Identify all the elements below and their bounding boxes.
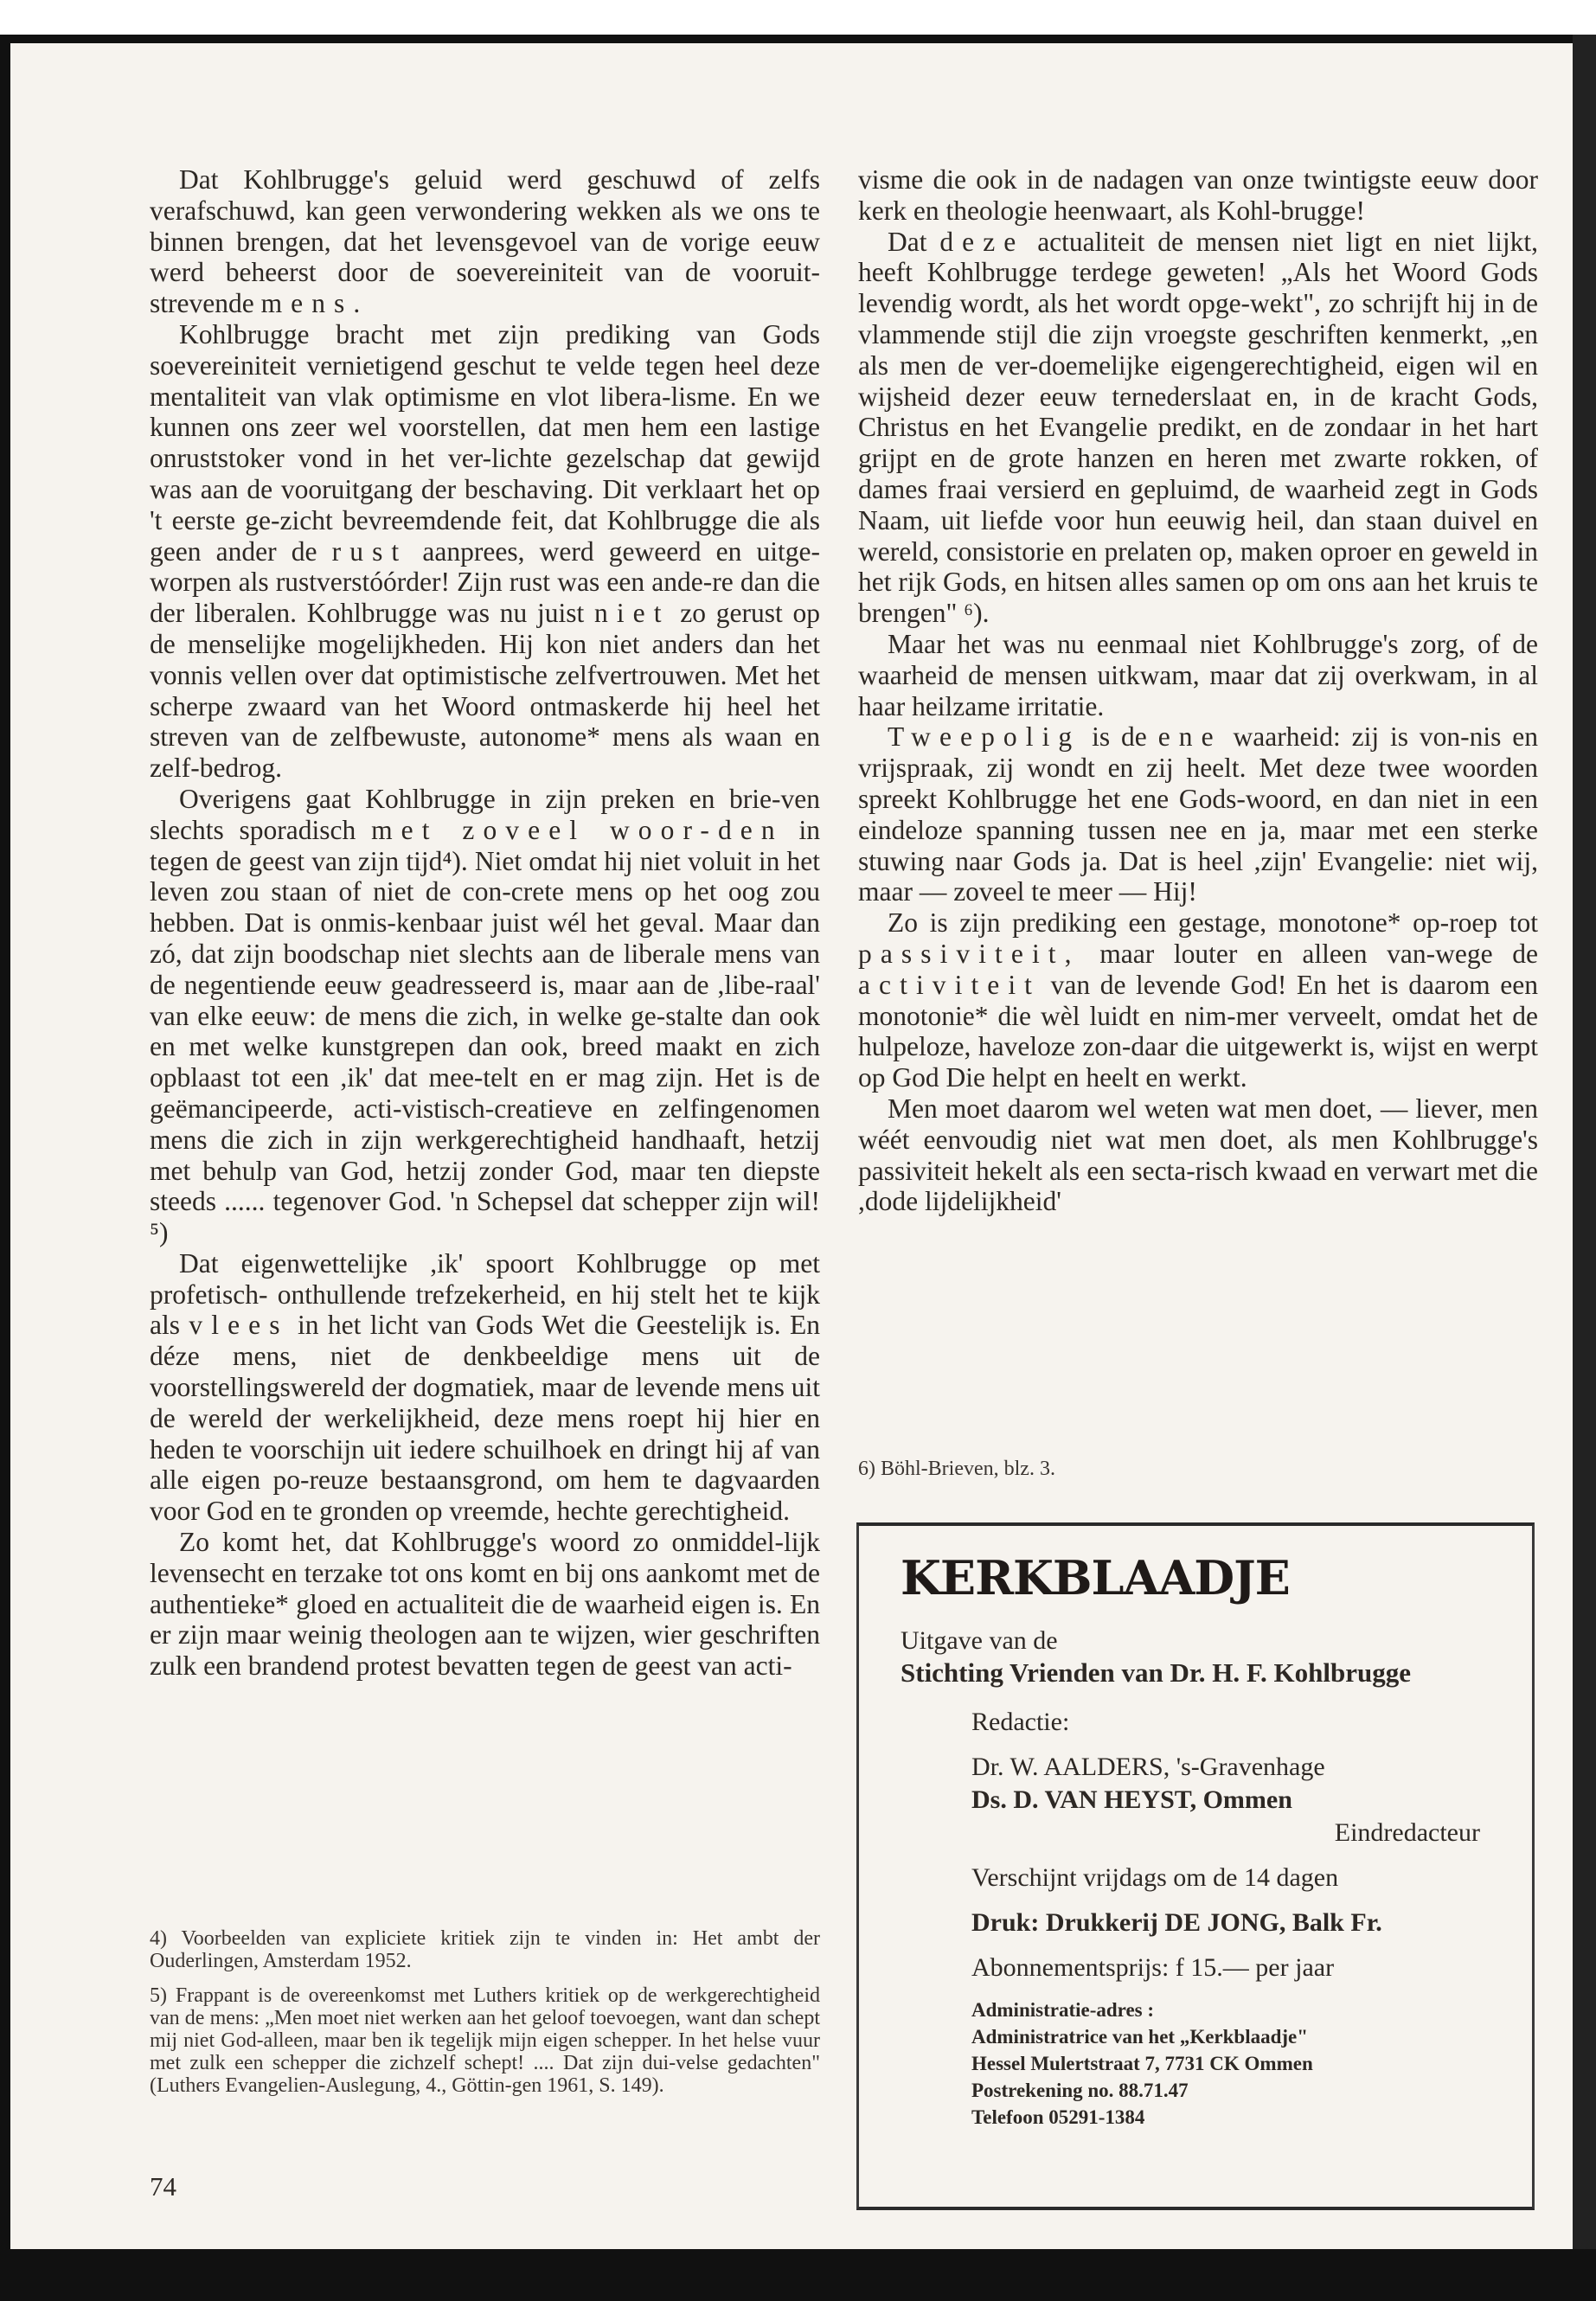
editorial-label: Redactie: (971, 1708, 1070, 1736)
paragraph: Dat Kohlbrugge's geluid werd geschuwd of zelfs verafschuwd, kan geen verwondering wekken als we ons te binnen brengen, dat het levensgevoel van de vorige eeuw werd beheerst door de soevereiniteit van de vooruit-strevende mens. (150, 164, 820, 319)
spaced-word: met zoveel woor-den (371, 814, 784, 845)
subscription-price: Abonnementsprijs: f 15.— per jaar (971, 1953, 1335, 1982)
paragraph: Dat deze actualiteit de mensen niet ligt en niet lijkt, heeft Kohlbrugge terdege geweten! „Als het Woord Gods levendig wordt, als het wordt opge-wekt", zo schrijft hij in de vlammende stijl die zijn vroegste geschriften kenmerkt, „en als men de ver-doemelijke eigengerechtigheid, eigen wil en wijsheid dezer eeuw ternederslaat en, in de kracht Gods, Christus en het Evangelie predikt, en de zondaar in het hart grijpt en de grote hanzen en heren met zwarte rokken, of dames fraai versierd en gepluimd, de waarheid zegt in Gods Naam, uit liefde voor hun eeuwig heil, dan staan duivel en wereld, consistorie en prelaten op, maken oproer en geweld in het rijk Gods, en hitsen alles samen op om ons aan het kruis te brengen" ⁶). (858, 226, 1539, 629)
scan-margin (0, 0, 1596, 35)
admin-label: Administratie-adres : (971, 1999, 1155, 2021)
paragraph: Kohlbrugge bracht met zijn prediking van Gods soevereiniteit vernietigend geschut te velde tegen heel deze mentaliteit van vlak optimisme en vlot libera-lisme. En we kunnen ons zeer wel voorstellen, dat men hem een lastige onruststoker vond in het ver-lichte gezelschap dat gewijd was aan de vooruitgang der beschaving. Dit verklaart het op 't eerste ge-zicht bevreemdende feit, dat Kohlbrugge die als geen ander de rust aanprees, werd geweerd en uitge-worpen als rustverstóórder! Zijn rust was een ande-re dan die der liberalen. Kohlbrugge was nu juist niet zo gerust op de menselijke mogelijkheden. Hij kon niet anders dan het vonnis vellen over dat optimistische zelfvertrouwen. Met het scherpe zwaard van het Woord ontmaskerde hij heel het streven van de zelfbewuste, autonome* mens als waan en zelf-bedrog. (150, 318, 821, 784)
spaced-word: vlees (189, 1310, 289, 1341)
spaced-word: rust (331, 535, 408, 567)
editor-2-role: Eindredacteur (1334, 1818, 1480, 1847)
scan-border-bottom (0, 2249, 1596, 2301)
paragraph: Tweepolig is de ene waarheid: zij is von-nis en vrijspraak, zij wondt en zij heelt. Met deze twee woorden spreekt Kohlbrugge het ene Gods-woord, en dan niet in een eindeloze spanning tussen nee en ja, maar met een sterke stuwing naar Gods ja. Dat is heel ,zijn' Evangelie: niet wij, maar — zoveel te meer — Hij! (858, 721, 1539, 907)
scan-border-top (7, 35, 1596, 43)
document-page (10, 43, 1573, 2249)
spaced-word: ene (1157, 721, 1222, 753)
phone: Telefoon 05291-1384 (971, 2106, 1145, 2128)
admin-name: Administratrice van het „Kerkblaadje" (971, 2026, 1309, 2048)
spaced-word: Tweepolig (888, 721, 1081, 753)
footnotes (150, 1927, 820, 2109)
paragraph: Maar het was nu eenmaal niet Kohlbrugge's zorg, of de waarheid de mensen uitkwam, maar dat zij overkwam, in al haar heilzame irritatie. (858, 628, 1538, 721)
right-column (858, 164, 1538, 1217)
paragraph: Overigens gaat Kohlbrugge in zijn preken en brie-ven slechts sporadisch met zoveel woor-den in tegen de geest van zijn tijd⁴). Niet omdat hij niet voluit in het leven zou staan of niet de con-crete mens op het oog zou hebben. Dat is onmis-kenbaar juist wél het geval. Maar dan zó, dat zijn boodschap niet slechts aan de liberale mens van de negentiende eeuw geadresseerd is, maar aan de ,libe-raal' van elke eeuw: de mens die zich, in welke ge-stalte dan ook en met welke kunstgrepen dan ook, breed maakt en zich opblaast tot een ,ik' dat mee-telt en er mag zijn. Het is de geëmancipeerde, acti-vistisch-creatieve en zelfingenomen mens die zich in zijn werkgerechtigheid handhaaft, hetzij met behulp van God, hetzij zonder God, maar ten diepste steeds ...... tegenover God. 'n Schepsel dat schepper zijn wil! ⁵) (150, 783, 820, 1248)
masthead-title: KERKBLAADJE (901, 1550, 1290, 1606)
page-number: 74 (150, 2171, 176, 2202)
scan-border-right (1573, 35, 1596, 2301)
paragraph: Dat eigenwettelijke ,ik' spoort Kohlbrugge op met profetisch- onthullende trefzekerheid, en hij stelt het te kijk als vlees in het licht van Gods Wet die Geestelijk is. En déze mens, niet de denkbeeldige mens uit de voorstellingswereld der dogmatiek, maar de levende mens uit de wereld der werkelijkheid, deze mens roept hij hier en heden te voorschijn uit iedere schuilhoek en dringt hij af van alle eigen po-reuze bestaansgrond, om hem te dagvaarden voor God en te gronden op vreemde, hechte gerechtigheid. (150, 1247, 821, 1527)
paragraph: Zo is zijn prediking een gestage, monotone* op-roep tot passiviteit, maar louter en alleen van-wege de activiteit van de levende God! En het is daarom een monotonie* die wèl luidt en nim-mer verveelt, omdat het de hulpeloze, haveloze zon-daar die uitgewerkt is, wijst en werpt op God Die helpt en heelt en werkt. (858, 907, 1539, 1093)
printer: Druk: Drukkerij DE JONG, Balk Fr. (971, 1908, 1382, 1937)
publisher-label: Uitgave van de (901, 1626, 1058, 1655)
spaced-word: mens. (260, 288, 369, 319)
publisher-name: Stichting Vrienden van Dr. H. F. Kohlbrugge (901, 1657, 1411, 1688)
spaced-word: niet (593, 598, 670, 629)
paragraph: Men moet daarom wel weten wat men doet, — liever, men wéét eenvoudig niet wat men doet, als men Kohlbrugge's passiviteit hekelt als een secta-risch kwaad en verwart met die ,dode lijdelijkheid' (858, 1093, 1538, 1217)
editor-1: Dr. W. AALDERS, 's-Gravenhage (971, 1753, 1325, 1781)
masthead-content (901, 1550, 1506, 2131)
editor-2: Ds. D. VAN HEYST, Ommen (971, 1785, 1292, 1814)
spaced-word: deze (939, 226, 1025, 257)
spaced-word: activiteit (858, 969, 1042, 1000)
footnote-6: 6) Böhl-Brieven, blz. 3. (858, 1458, 1055, 1480)
admin-address: Hessel Mulertstraat 7, 7731 CK Ommen (971, 2053, 1313, 2074)
masthead-box (856, 1522, 1535, 2210)
paragraph: visme die ook in de nadagen van onze twintigste eeuw door kerk en theologie heenwaart, als Kohl-brugge! (858, 164, 1538, 226)
footnote-4: 4) Voorbeelden van expliciete kritiek zijn te vinden in: Het ambt der Ouderlingen, Amsterdam 1952. (150, 1927, 820, 1972)
editorial-block (971, 1706, 1506, 2131)
postal-account: Postrekening no. 88.71.47 (971, 2080, 1189, 2101)
publication-frequency: Verschijnt vrijdags om de 14 dagen (971, 1863, 1339, 1892)
scan-border-left (0, 35, 10, 2301)
left-column (150, 164, 820, 1682)
spaced-word: passiviteit, (858, 938, 1080, 969)
paragraph: Zo komt het, dat Kohlbrugge's woord zo onmiddel-lijk levensecht en terzake tot ons komt en bij ons aankomt met de authentieke* gloed en actualiteit die de waarheid eigen is. En er zijn maar weinig theologen aan te wijzen, wier geschriften zulk een brandend protest bevatten tegen de geest van acti- (150, 1527, 820, 1682)
footnote-5: 5) Frappant is de overeenkomst met Luthers kritiek op de werkgerechtigheid van de mens: „Men moet niet werken aan het geloof toevoegen, want dan schept mij niet God-alleen, maar ben ik tegelijk mijn eigen schepper. In het helse vuur met zulk een schepper die zichzelf schept! .... Dat zijn dui-velse gedachten" (Luthers Evangelien-Auslegung, 4., Göttin-gen 1961, S. 149). (150, 1984, 820, 2097)
